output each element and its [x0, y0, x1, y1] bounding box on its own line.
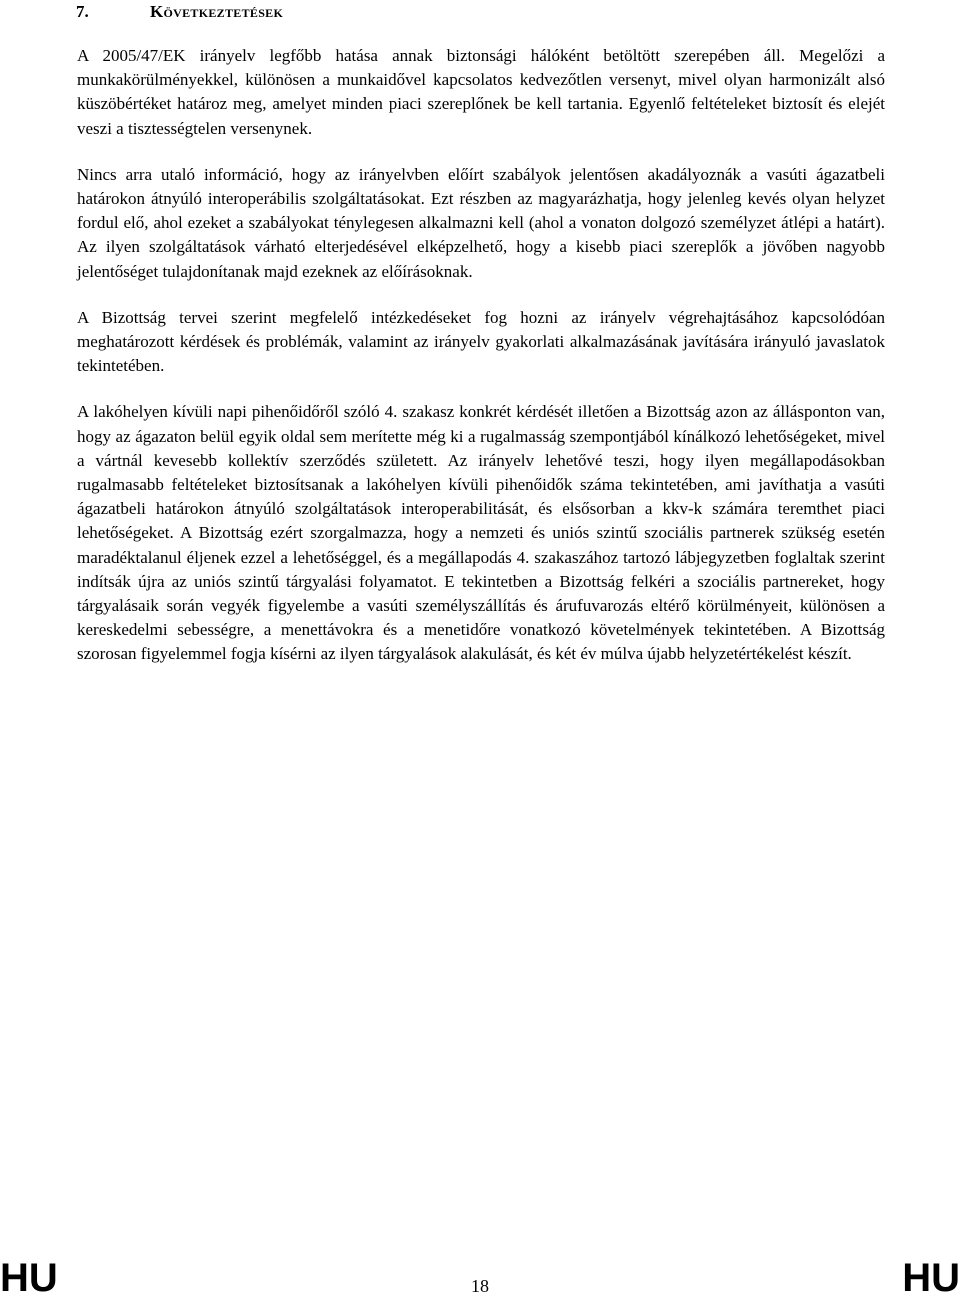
paragraph: Nincs arra utaló információ, hogy az irányelvben előírt szabályok jelentősen akadályoznák a vasúti ágazatbeli határokon átnyúló interoperábilis szolgáltatásokat. Ezt részben az magyarázhatja, hogy jelenleg kevés olyan helyzet fordul elő, ahol ezeket a szabályokat ténylegesen alkalmazni kell (ahol a vonaton dolgozó személyzet átlépi a határt). Az ilyen szolgáltatások várható elterjedésével elképzelhető, hogy a kisebb piaci szereplők a jövőben nagyobb jelentőséget tulajdonítanak majd ezeknek az előírásoknak.: [77, 164, 885, 281]
paragraph: A lakóhelyen kívüli napi pihenőidőről szóló 4. szakasz konkrét kérdését illetően a Bizottság azon az állásponton van, hogy az ágazaton belül egyik oldal sem merítette még ki a rugalmasság szempontjából kínálkozó lehetőségeket, mivel a vártnál kevesebb kollektív szerződés született. Az irányelv lehetővé teszi, hogy ilyen megállapodásokban rugalmasabb feltételeket biztosítsanak a lakóhelyen kívüli pihenőidők száma tekintetében, ami javíthatja a vasúti ágazatbeli határokon átnyúló szolgáltatások interoperabilitását, és elsősorban a kkv-k számára teremthet piaci lehetőségeket. A Bizottság ezért szorgalmazza, hogy a nemzeti és uniós szintű szociális partnerek szükség esetén maradéktalanul éljenek ezzel a lehetőséggel, és a megállapodás 4. szakaszához tartozó lábjegyzetben foglaltak szerint indítsák újra az uniós szintű tárgyalási folyamatot. E tekintetben a Bizottság felkéri a szociális partnereket, hogy tárgyalásaik során vegyék figyelembe a vasúti személyszállítás és árufuvarozás eltérő körülményeit, különösen a kereskedelmi sebességre, a menettávokra és a menetidőre vonatkozó követelmények tekintetében. A Bizottság szorosan figyelemmel fogja kísérni az ilyen tárgyalások alakulását, és két év múlva újabb helyzetértékelést készít.: [77, 402, 885, 664]
section-number: 7.: [76, 2, 89, 21]
paragraph: A Bizottság tervei szerint megfelelő intézkedéseket fog hozni az irányelv végrehajtásához kapcsolódóan meghatározott kérdések és problémák, valamint az irányelv gyakorlati alkalmazásának javítására irányuló javaslatok tekintetében.: [77, 307, 885, 376]
section-title: Következtetések: [150, 2, 284, 21]
document-body: [77, 44, 885, 689]
footer-language-left: HU: [0, 1256, 58, 1300]
paragraph: A 2005/47/EK irányelv legfőbb hatása annak biztonsági hálóként betöltött szerepében áll. Megelőzi a munkakörülményekkel, különösen a munkaidővel kapcsolatos kedvezőtlen versenyt, mivel olyan harmonizált alsó küszöbértéket határoz meg, amelyet minden piaci szereplőnek be kell tartania. Egyenlő feltételeket biztosít és elejét veszi a tisztességtelen versenynek.: [77, 46, 885, 138]
page-number: 18: [471, 1276, 489, 1296]
footer-language-right: HU: [902, 1256, 960, 1300]
section-heading: [76, 0, 283, 24]
